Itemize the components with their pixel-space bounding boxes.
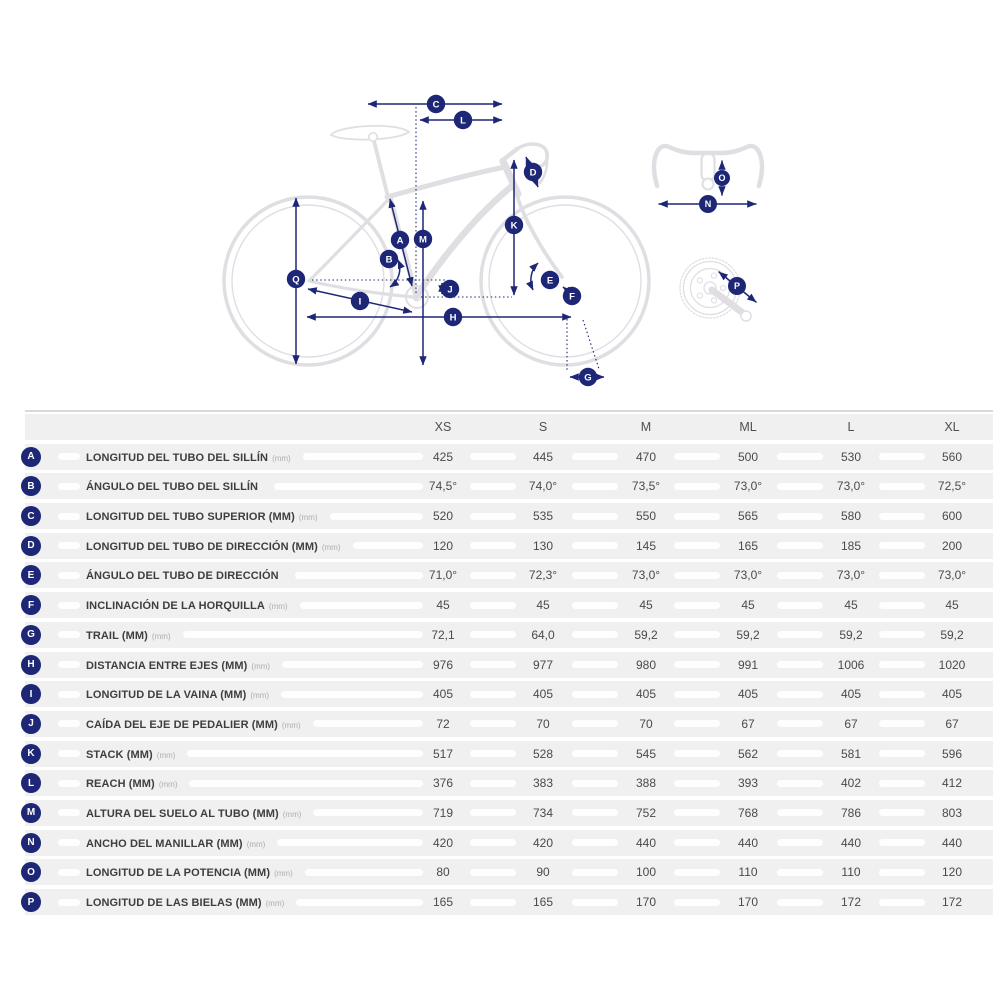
shimmer-dash — [58, 483, 80, 490]
row-value-m: 145 — [635, 538, 657, 553]
row-band — [25, 444, 993, 470]
header-band — [25, 414, 993, 440]
row-values — [393, 622, 993, 648]
row-band — [25, 592, 993, 618]
row-unit: (mm) — [246, 839, 266, 849]
row-value-xl: 120 — [941, 865, 963, 880]
row-unit: (mm) — [281, 720, 301, 730]
row-value-xl: 72,5° — [937, 479, 967, 494]
table-top-border — [25, 410, 993, 412]
row-value-s: 70 — [536, 716, 550, 731]
row-letter-badge: D — [21, 536, 41, 556]
row-band — [25, 533, 993, 559]
row-band — [25, 503, 993, 529]
row-unit: (mm) — [268, 602, 288, 612]
row-label: ÁNGULO DEL TUBO DEL SILLÍN — [86, 481, 259, 494]
row-value-l: 172 — [840, 895, 862, 909]
row-value-l: 67 — [844, 716, 858, 731]
row-unit: (mm) — [250, 691, 270, 701]
row-letter-badge: C — [21, 506, 41, 526]
row-label: LONGITUD DEL TUBO DEL SILLÍN (mm) — [86, 451, 291, 464]
row-letter-badge: G — [21, 625, 41, 645]
row-band — [25, 562, 993, 588]
row-value-s: 165 — [532, 895, 554, 909]
spider-hole — [720, 285, 725, 290]
shimmer-dash — [58, 602, 80, 609]
table-row — [0, 859, 1000, 885]
dimension-lines — [296, 104, 604, 377]
row-label: LONGITUD DE LA POTENCIA (MM) (mm) — [86, 867, 293, 880]
shimmer-dash — [58, 691, 80, 698]
row-value-xl: 412 — [941, 776, 963, 791]
shimmer-dash — [187, 750, 423, 757]
row-value-m: 100 — [635, 865, 657, 880]
row-label: LONGITUD DE LA VAINA (MM) (mm) — [86, 689, 270, 702]
row-value-m: 70 — [639, 716, 653, 731]
row-value-xl: 596 — [941, 746, 963, 761]
row-value-xs: 719 — [432, 805, 454, 820]
table-row — [0, 592, 1000, 618]
row-values — [393, 741, 993, 767]
row-unit: (mm) — [265, 899, 285, 908]
table-header-row — [0, 414, 1000, 440]
row-value-s: 535 — [532, 509, 554, 524]
marker-o-label: O — [718, 173, 726, 184]
row-value-xs: 376 — [432, 776, 454, 791]
shimmer-dash — [58, 542, 80, 549]
row-label: LONGITUD DEL TUBO DE DIRECCIÓN (MM) (mm) — [86, 540, 341, 553]
row-values — [393, 770, 993, 796]
row-values — [393, 444, 993, 470]
row-value-s: 734 — [532, 805, 554, 820]
row-values — [393, 473, 993, 499]
row-letter-badge: L — [21, 773, 41, 793]
row-value-xl: 67 — [945, 716, 959, 731]
row-value-m: 470 — [635, 449, 657, 464]
row-value-xl: 440 — [941, 835, 963, 850]
row-label: ANCHO DEL MANILLAR (MM) (mm) — [86, 837, 266, 850]
row-value-s: 74,0° — [528, 479, 558, 494]
row-value-xs: 520 — [432, 509, 454, 524]
row-value-xl: 200 — [941, 538, 963, 553]
row-value-l: 440 — [840, 835, 862, 850]
row-value-s: 405 — [532, 687, 554, 702]
row-letter-badge: F — [21, 595, 41, 615]
shimmer-dash — [58, 839, 80, 846]
seat-stay — [309, 200, 388, 281]
shimmer-dash — [58, 572, 80, 579]
table-row — [0, 741, 1000, 767]
row-letter-badge: A — [21, 447, 41, 467]
stem-top-view — [702, 154, 715, 180]
row-value-l: 110 — [841, 865, 861, 880]
table-row — [0, 533, 1000, 559]
row-value-l: 581 — [840, 746, 862, 761]
row-value-m: 73,5° — [631, 479, 661, 494]
table-row — [0, 503, 1000, 529]
table-row — [0, 473, 1000, 499]
top-tube — [387, 167, 505, 197]
saddle-clamp — [369, 133, 377, 141]
marker-p-label: P — [733, 281, 741, 292]
marker-e-label: E — [546, 275, 554, 287]
row-value-l: 73,0° — [836, 568, 866, 583]
marker-n-label: N — [704, 199, 712, 210]
marker-i-label: I — [358, 296, 362, 308]
row-value-ml: 405 — [737, 687, 759, 702]
row-value-xs: 976 — [432, 657, 454, 672]
row-letter-badge: B — [21, 476, 41, 496]
row-letter-badge: K — [21, 744, 41, 764]
row-value-ml: 59,2 — [736, 627, 760, 642]
row-value-xs: 517 — [432, 746, 454, 761]
row-band — [25, 770, 993, 796]
row-letter-badge: N — [21, 833, 41, 853]
table-row — [0, 652, 1000, 678]
row-value-l: 402 — [840, 776, 862, 791]
row-value-s: 383 — [532, 776, 554, 791]
row-label: DISTANCIA ENTRE EJES (MM) (mm) — [86, 659, 271, 672]
shimmer-dash — [58, 750, 80, 757]
row-value-ml: 170 — [737, 895, 759, 909]
row-value-ml: 393 — [737, 776, 759, 791]
row-band — [25, 681, 993, 707]
marker-h-label: H — [449, 312, 457, 324]
row-value-l: 530 — [840, 449, 862, 464]
row-unit: (mm) — [251, 661, 271, 671]
row-unit: (mm) — [282, 809, 302, 819]
row-unit: (mm) — [158, 780, 178, 790]
row-value-xs: 74,5° — [428, 479, 458, 494]
marker-d-label: D — [529, 167, 537, 179]
marker-a-label: A — [396, 235, 404, 247]
size-column-header: M — [640, 420, 652, 434]
row-values — [393, 681, 993, 707]
row-value-l: 73,0° — [836, 479, 866, 494]
row-value-s: 130 — [532, 538, 554, 553]
table-row — [0, 681, 1000, 707]
row-value-xl: 405 — [941, 687, 963, 702]
row-band — [25, 711, 993, 737]
size-column-header: ML — [739, 420, 757, 434]
marker-m-label: M — [419, 234, 427, 246]
row-value-s: 977 — [532, 657, 554, 672]
row-value-l: 1006 — [837, 657, 865, 672]
marker-g-label: G — [584, 372, 592, 384]
handlebar-diagram — [654, 146, 762, 213]
row-values — [393, 711, 993, 737]
row-value-m: 752 — [635, 805, 657, 820]
spider-hole — [697, 293, 702, 298]
shimmer-dash — [58, 720, 80, 727]
row-band — [25, 622, 993, 648]
row-value-m: 440 — [635, 835, 657, 850]
table-row — [0, 711, 1000, 737]
row-band — [25, 889, 993, 915]
row-value-l: 185 — [840, 538, 862, 553]
row-value-xs: 72 — [436, 716, 450, 731]
row-values — [393, 533, 993, 559]
table-row — [0, 830, 1000, 856]
row-value-ml: 67 — [741, 716, 755, 731]
marker-k-label: K — [510, 220, 518, 232]
row-band — [25, 652, 993, 678]
row-letter-badge: E — [21, 565, 41, 585]
table-row — [0, 800, 1000, 826]
row-band — [25, 859, 993, 885]
row-value-ml: 45 — [741, 598, 755, 613]
crankset-diagram — [680, 258, 756, 321]
row-value-xs: 405 — [432, 687, 454, 702]
row-unit: (mm) — [272, 453, 291, 463]
row-value-xs: 120 — [432, 538, 454, 553]
row-value-l: 580 — [840, 509, 862, 524]
pedal-boss — [741, 311, 751, 321]
marker-b-label: B — [385, 254, 393, 266]
shimmer-dash — [58, 661, 80, 668]
row-value-xl: 45 — [945, 598, 959, 613]
spider-hole — [711, 298, 716, 303]
row-value-xs: 165 — [432, 895, 454, 909]
row-label: INCLINACIÓN DE LA HORQUILLA (mm) — [86, 600, 288, 613]
row-value-m: 405 — [635, 687, 657, 702]
marker-f-label: F — [569, 291, 575, 303]
row-label: REACH (MM) (mm) — [86, 778, 178, 791]
row-values — [393, 859, 993, 885]
row-band — [25, 830, 993, 856]
table-row — [0, 444, 1000, 470]
table-row — [0, 889, 1000, 915]
row-value-m: 980 — [635, 657, 657, 672]
row-value-xl: 1020 — [938, 657, 966, 672]
row-letter-badge: H — [21, 655, 41, 675]
row-band — [25, 800, 993, 826]
row-value-ml: 768 — [737, 805, 759, 820]
row-value-xs: 71,0° — [428, 568, 458, 583]
row-values — [393, 830, 993, 856]
geometry-table — [0, 410, 1000, 915]
row-value-m: 170 — [635, 895, 657, 909]
shimmer-dash — [58, 631, 80, 638]
diagram-markers — [287, 95, 597, 386]
table-row — [0, 622, 1000, 648]
row-unit: (mm) — [298, 513, 318, 523]
size-column-header: XS — [434, 420, 452, 434]
row-value-s: 72,3° — [528, 568, 558, 583]
row-value-l: 786 — [840, 805, 862, 820]
shimmer-dash — [58, 869, 80, 876]
row-label: STACK (MM) (mm) — [86, 748, 176, 761]
row-label: ALTURA DEL SUELO AL TUBO (MM) (mm) — [86, 807, 302, 820]
row-unit: (mm) — [156, 750, 176, 760]
row-value-m: 545 — [635, 746, 657, 761]
fork-blade — [516, 192, 562, 277]
row-unit: (mm) — [321, 542, 341, 552]
marker-j-label: J — [447, 284, 453, 296]
row-value-m: 388 — [635, 776, 657, 791]
table-row — [0, 770, 1000, 796]
shimmer-dash — [58, 513, 80, 520]
row-value-ml: 110 — [738, 865, 758, 880]
row-letter-badge: I — [21, 684, 41, 704]
row-value-s: 420 — [532, 835, 554, 850]
row-label: TRAIL (MM) (mm) — [86, 629, 171, 642]
row-letter-badge: O — [21, 862, 41, 882]
row-value-s: 45 — [536, 598, 550, 613]
row-label: LONGITUD DE LAS BIELAS (MM) (mm) — [86, 897, 285, 909]
row-value-s: 528 — [532, 746, 554, 761]
size-column-header: L — [847, 420, 855, 434]
row-value-xl: 172 — [941, 895, 963, 909]
row-letter-badge: J — [21, 714, 41, 734]
row-value-m: 45 — [639, 598, 653, 613]
row-values — [393, 652, 993, 678]
row-values — [393, 592, 993, 618]
row-value-ml: 165 — [737, 538, 759, 553]
row-value-m: 59,2 — [634, 627, 658, 642]
row-letter-badge: P — [21, 892, 41, 912]
row-value-l: 45 — [844, 598, 858, 613]
row-value-xs: 80 — [436, 865, 450, 880]
row-values — [393, 562, 993, 588]
marker-l-label: L — [460, 115, 466, 127]
shimmer-dash — [189, 780, 423, 787]
row-value-l: 59,2 — [839, 627, 863, 642]
row-value-xs: 45 — [436, 598, 450, 613]
row-value-ml: 500 — [737, 449, 759, 464]
shimmer-dash — [58, 453, 80, 460]
row-value-xl: 59,2 — [940, 627, 964, 642]
row-value-s: 90 — [536, 865, 550, 880]
row-value-xs: 420 — [432, 835, 454, 850]
row-value-s: 445 — [532, 449, 554, 464]
shimmer-dash — [58, 809, 80, 816]
row-value-s: 64,0 — [531, 627, 555, 642]
row-value-ml: 73,0° — [733, 479, 763, 494]
table-body — [0, 444, 1000, 915]
bike-silhouette — [224, 126, 649, 365]
row-unit: (mm) — [151, 631, 171, 641]
row-value-xl: 560 — [941, 449, 963, 464]
row-value-ml: 991 — [737, 657, 759, 672]
row-value-ml: 73,0° — [733, 568, 763, 583]
row-values — [393, 889, 993, 915]
row-value-xs: 425 — [432, 449, 454, 464]
seat-post — [374, 141, 388, 197]
shimmer-dash — [58, 780, 80, 787]
row-value-ml: 562 — [737, 746, 759, 761]
table-row — [0, 562, 1000, 588]
row-value-m: 73,0° — [631, 568, 661, 583]
row-band — [25, 741, 993, 767]
size-column-header: XL — [944, 420, 960, 434]
row-label: ÁNGULO DEL TUBO DE DIRECCIÓN — [86, 570, 279, 583]
row-value-xl: 600 — [941, 509, 963, 524]
spider-hole — [697, 278, 702, 283]
row-value-ml: 565 — [737, 509, 759, 524]
shimmer-dash — [183, 631, 423, 638]
row-letter-badge: M — [21, 803, 41, 823]
row-label: LONGITUD DEL TUBO SUPERIOR (MM) (mm) — [86, 511, 318, 524]
row-value-l: 405 — [840, 687, 862, 702]
row-values — [393, 800, 993, 826]
row-values — [393, 503, 993, 529]
row-value-xl: 803 — [941, 805, 963, 820]
marker-q-label: Q — [292, 274, 300, 286]
shimmer-dash — [58, 899, 80, 906]
row-value-xl: 73,0° — [937, 568, 967, 583]
row-value-ml: 440 — [737, 835, 759, 850]
row-unit: (mm) — [274, 869, 293, 879]
stem-side — [503, 149, 517, 160]
size-column-header: S — [538, 420, 548, 434]
row-value-m: 550 — [635, 509, 657, 524]
dim-e-head-angle-arc — [531, 263, 538, 290]
row-value-xs: 72,1 — [431, 627, 455, 642]
spider-hole — [711, 273, 716, 278]
marker-c-label: C — [432, 99, 440, 111]
row-band — [25, 473, 993, 499]
bike-geometry-diagram — [180, 60, 830, 410]
row-label: CAÍDA DEL EJE DE PEDALIER (MM) (mm) — [86, 718, 301, 731]
stem-cap — [703, 179, 714, 190]
